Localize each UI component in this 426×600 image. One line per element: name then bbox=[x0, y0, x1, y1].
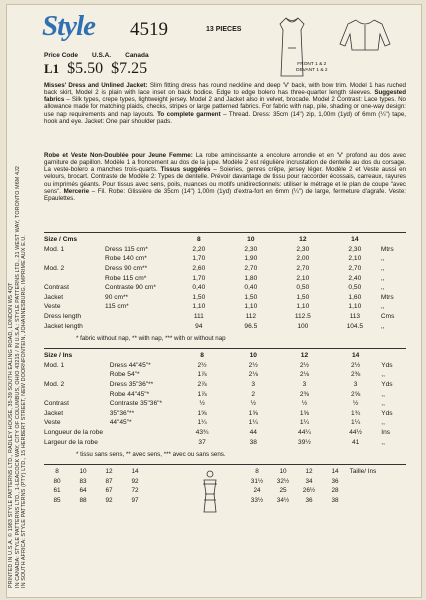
table-cell: Contraste 90 cm* bbox=[105, 284, 156, 292]
desc-fr-fabrics-text: – Soieries, genres crêpe, jersey léger. Modèle 2 et Veste aussi en velours, brocart. Contraste de Modèle 2: Types de dentelle. Prévoir davantage de tissu pour raccorder écossais, carreaux, rayures ou imprimés géants. Pour tissus avec sens, poils, nuances ou motifs unidirectionnels: utiliser le métrage et le plan de coupe "avec sens". bbox=[44, 166, 406, 195]
table-cell: 41 bbox=[351, 438, 360, 446]
metric-table-body bbox=[44, 235, 408, 331]
table-cell: 44¼ bbox=[298, 429, 311, 437]
price-code: L1 bbox=[44, 61, 60, 76]
table-row bbox=[44, 437, 408, 447]
table-cell: Contraste 35"36"* bbox=[109, 400, 163, 408]
measure-cell: 32½ bbox=[276, 477, 290, 485]
table-cell: ,, bbox=[380, 255, 385, 263]
desc-en-text: Slim fitting dress has round neckline and deep 'V' back, with bow trim. Model 1 has ruched back skirt, Model 2 is plain with lace inset on back bodice. Edge to edge bolero has three-quarter length sleeves. bbox=[44, 82, 406, 97]
price-code-label: Price Code bbox=[44, 52, 78, 59]
measure-metric-h3: 14 bbox=[131, 468, 139, 476]
table-cell: 2,70 bbox=[296, 265, 310, 273]
table-header-cell: 12 bbox=[300, 352, 309, 360]
metric-top-rule bbox=[44, 232, 406, 233]
table-cell: 43¾ bbox=[195, 429, 209, 437]
jacket-sketch bbox=[340, 20, 390, 50]
canada-label: Canada bbox=[125, 52, 149, 59]
table-cell: Jacket bbox=[44, 293, 64, 301]
table-cell: 115 cm* bbox=[105, 303, 129, 311]
table-cell: Mod. 2 bbox=[44, 265, 65, 273]
table-cell: 2,30 bbox=[244, 245, 258, 253]
table-header-cell: 12 bbox=[299, 236, 307, 244]
table-cell: Dress 44"45"* bbox=[109, 361, 151, 369]
table-header-cell bbox=[110, 351, 177, 361]
table-header-cell: Size / Cms bbox=[44, 236, 77, 244]
table-header-cell bbox=[381, 351, 408, 361]
measure-imperial-h4: Taille/ Ins bbox=[349, 468, 377, 476]
table-cell: 1,50 bbox=[192, 293, 206, 301]
table-cell: 1⅝ bbox=[248, 409, 258, 417]
imperial-yardage-table bbox=[44, 351, 408, 447]
table-cell: 1,50 bbox=[296, 293, 310, 301]
table-cell: Robe 54"* bbox=[109, 371, 140, 379]
table-cell bbox=[44, 254, 105, 264]
table-cell: 2,10 bbox=[348, 255, 362, 263]
table-header-cell: 8 bbox=[200, 352, 204, 360]
table-cell: Contrast bbox=[44, 400, 69, 408]
table-cell: 2½ bbox=[351, 361, 361, 369]
table-row bbox=[44, 321, 408, 331]
measure-cell: 24 bbox=[253, 487, 261, 495]
table-row bbox=[44, 273, 408, 283]
table-row bbox=[44, 418, 408, 428]
measure-cell: 25 bbox=[279, 487, 287, 495]
measure-cell: 26½ bbox=[302, 487, 316, 495]
table-cell: 1,10 bbox=[192, 303, 206, 311]
table-cell: 2⅜ bbox=[299, 390, 310, 398]
table-cell: 2,20 bbox=[192, 245, 206, 253]
front-label-block bbox=[296, 62, 328, 73]
table-cell: 1,90 bbox=[244, 255, 258, 263]
measure-imperial-row bbox=[244, 486, 426, 496]
table-cell: ,, bbox=[380, 303, 385, 311]
measure-cell: 36 bbox=[331, 477, 339, 485]
table-cell: 1¼ bbox=[351, 419, 361, 427]
table-cell: ,, bbox=[381, 390, 385, 398]
measure-imperial-row bbox=[244, 496, 426, 506]
table-cell: ½ bbox=[301, 400, 308, 408]
table-cell: 38 bbox=[249, 438, 257, 446]
measure-imperial-h0: 8 bbox=[255, 468, 259, 476]
table-cell: 2,40 bbox=[348, 274, 362, 282]
table-cell: ,, bbox=[380, 274, 385, 282]
table-cell: ½ bbox=[199, 400, 205, 408]
table-row bbox=[44, 245, 408, 255]
front-label: FRONT 1 & 2 bbox=[297, 62, 327, 67]
table-cell: Longueur de la robe bbox=[44, 429, 104, 437]
table-cell: ,, bbox=[381, 438, 385, 446]
table-cell: 1,80 bbox=[244, 274, 258, 282]
table-cell: 2,10 bbox=[296, 274, 310, 282]
measure-cell: 88 bbox=[79, 496, 87, 504]
table-cell: Jacket length bbox=[44, 322, 83, 330]
measure-cell: 97 bbox=[131, 496, 139, 504]
measure-cell: 34 bbox=[305, 477, 313, 485]
table-cell: Mtrs bbox=[380, 293, 394, 301]
desc-fr-lead: Robe et Veste Non-Doublée pour Jeune Femme: bbox=[44, 152, 193, 159]
measure-imperial-header bbox=[244, 467, 426, 477]
table-cell: ,, bbox=[381, 419, 385, 427]
measure-cell: 36 bbox=[305, 496, 313, 504]
measure-cell: 72 bbox=[131, 487, 139, 495]
table-cell: 104.5 bbox=[346, 322, 364, 330]
usa-label: U.S.A. bbox=[91, 52, 112, 59]
table-row bbox=[44, 293, 408, 303]
measure-cell: 92 bbox=[105, 496, 113, 504]
description-english bbox=[44, 82, 406, 125]
pieces-count: 13 PIECES bbox=[206, 26, 242, 33]
table-cell: 2⅜ bbox=[351, 371, 361, 379]
imperial-table-body bbox=[44, 351, 408, 447]
table-row bbox=[44, 409, 408, 419]
imperial-top-rule bbox=[44, 348, 406, 349]
table-cell: 113 bbox=[349, 313, 361, 321]
table-cell: 1,10 bbox=[348, 303, 362, 311]
table-row bbox=[44, 254, 408, 264]
table-header-cell: 10 bbox=[249, 352, 257, 360]
table-cell: 35"36"** bbox=[109, 409, 135, 417]
desc-fr-text: La robe amincissante a encolure arrondie et en 'V' profond au dos avec garniture de papillon. Modèle 1 a froncement au dos de la jupe. Modèle 2 est régulière incrustation de dentelle au dos du corsage. La veste-bolero a manches trois-quarts. bbox=[44, 152, 406, 174]
measure-imperial-h3: 14 bbox=[331, 468, 339, 476]
measure-cell: 83 bbox=[79, 477, 87, 485]
table-cell: 1⅝ bbox=[197, 409, 207, 417]
table-cell: ,, bbox=[380, 265, 385, 273]
table-cell bbox=[105, 321, 173, 331]
brand-logo: Style bbox=[42, 10, 95, 42]
table-cell bbox=[110, 437, 177, 447]
table-cell: 44"45"* bbox=[109, 419, 132, 427]
metric-note: * fabric without nap, ** with nap, *** with or without nap bbox=[76, 335, 226, 342]
body-figure-icon bbox=[200, 470, 220, 514]
measure-cell: 64 bbox=[79, 487, 87, 495]
table-header-cell: 8 bbox=[197, 236, 201, 244]
measure-cell: 61 bbox=[53, 487, 61, 495]
desc-fr-fabrics-lead: Tissus suggérés bbox=[160, 166, 211, 174]
table-cell: 1,60 bbox=[348, 293, 362, 301]
desc-en-complete-lead: To complete garment bbox=[157, 110, 221, 118]
measure-cell: 85 bbox=[53, 496, 61, 504]
table-cell: 37 bbox=[198, 438, 206, 446]
table-cell: 0,50 bbox=[296, 284, 310, 292]
table-cell: 39½ bbox=[298, 438, 311, 446]
table-cell: 44 bbox=[249, 429, 257, 437]
table-cell: 112.5 bbox=[294, 313, 311, 321]
table-row bbox=[44, 370, 408, 380]
measure-cell: 92 bbox=[131, 477, 139, 485]
measurement-top-rule bbox=[44, 464, 406, 465]
desc-en-complete-text: – Thread. Dress: 35cm (14") zip, 1,00m (1yd) of 6mm (¼") tape, hook and eye. Jacket: One pair shoulder pads. bbox=[44, 110, 406, 125]
table-cell: 2½ bbox=[197, 361, 207, 369]
table-cell: 0,50 bbox=[348, 284, 362, 292]
table-cell: 3 bbox=[302, 381, 307, 389]
table-cell: Mod. 1 bbox=[44, 361, 65, 369]
table-cell: 1,50 bbox=[244, 293, 258, 301]
table-cell: ½ bbox=[250, 400, 257, 408]
measure-cell: 31½ bbox=[250, 477, 264, 485]
measure-cell: 80 bbox=[53, 477, 61, 485]
table-cell: Robe 44"45"* bbox=[109, 390, 150, 398]
measure-cell: 38 bbox=[331, 496, 339, 504]
table-row bbox=[44, 380, 408, 390]
description-french bbox=[44, 152, 406, 202]
pattern-number: 4519 bbox=[130, 19, 168, 40]
desc-fr-merc-lead: Mercerie bbox=[63, 187, 90, 195]
table-row bbox=[44, 264, 408, 274]
table-row bbox=[44, 399, 408, 409]
body-measurements-imperial bbox=[244, 467, 426, 505]
measure-cell: 87 bbox=[105, 477, 113, 485]
table-row bbox=[44, 302, 408, 312]
table-cell bbox=[44, 273, 105, 283]
table-cell: 3 bbox=[353, 381, 358, 389]
table-cell: 1⅝ bbox=[299, 409, 310, 417]
desc-fr-merc-text: – Fil. Robe: Glissière de 35cm (14") 1,00m (1yd) d'extra-fort en 6mm (¼") de large, fermeture d'agrafe. Veste: Epaulettes. bbox=[44, 187, 406, 202]
measure-imperial-h1: 10 bbox=[279, 468, 287, 476]
table-header-cell: Size / Ins bbox=[44, 352, 73, 360]
table-header-row bbox=[44, 351, 408, 361]
price-canada: $7.25 bbox=[111, 60, 148, 77]
table-cell: Jacket bbox=[44, 409, 64, 417]
table-cell: 2,00 bbox=[296, 255, 310, 263]
table-cell: Ins bbox=[381, 429, 391, 437]
publisher-sidebar bbox=[8, 8, 30, 588]
table-cell: Robe 140 cm* bbox=[105, 255, 147, 263]
sidebar-line-1: PRINTED IN U.S.A. © 1983 STYLE PATTERNS LTD., RADLEY HOUSE, 35-39 SOUTH EALING ROAD, LONDON W5 4QT bbox=[8, 282, 14, 588]
measure-metric-h0: 8 bbox=[55, 468, 59, 476]
table-header-cell: 14 bbox=[351, 352, 360, 360]
table-cell: Veste bbox=[44, 303, 61, 311]
table-cell: ½ bbox=[352, 400, 359, 408]
table-cell: Mod. 2 bbox=[44, 381, 65, 389]
table-row bbox=[44, 312, 408, 322]
measure-cell: 67 bbox=[105, 487, 113, 495]
table-cell: 2⅝ bbox=[351, 390, 361, 398]
devant-label: DEVANT 1 & 2 bbox=[296, 67, 328, 73]
sidebar-line-3: IN SOUTH AFRICA: STYLE PATTERNS (PTY) LTD., 15 HERBERT STREET, NEW DOORNFONTEIN, JOHANNESBURG. IMPRIME AUX E.U. bbox=[21, 235, 28, 588]
table-cell: 1¾ bbox=[351, 409, 361, 417]
table-row bbox=[44, 428, 408, 438]
table-cell: Yds bbox=[381, 409, 393, 417]
table-cell: Veste bbox=[44, 419, 61, 427]
table-cell bbox=[110, 428, 177, 438]
table-cell: Dress 115 cm* bbox=[105, 245, 148, 253]
measure-cell: 33½ bbox=[250, 496, 264, 504]
table-cell: 111 bbox=[193, 313, 204, 321]
table-cell: 2,70 bbox=[244, 265, 258, 273]
table-cell: 0,40 bbox=[192, 284, 206, 292]
table-cell: 90 cm** bbox=[105, 293, 129, 301]
price-usa: $5.50 bbox=[67, 60, 104, 77]
table-cell: Contrast bbox=[44, 284, 69, 292]
table-cell: 1⅞ bbox=[197, 371, 207, 379]
table-cell: 94 bbox=[195, 322, 203, 330]
measure-imperial-row bbox=[244, 477, 426, 487]
table-cell: 1,70 bbox=[192, 274, 206, 282]
table-cell: 1,10 bbox=[244, 303, 258, 311]
desc-en-fabrics-text: – Silk types, crepe types, lightweight jersey. Model 2 and Jacket also in velvet, brocade. Model 2 Contrast: Lace types. No allowance made for matching plaids, checks, stripes or large patterned fabrics. For fabric with nap, pile, shading or one-way design: use nap requirements and nap layouts. bbox=[44, 96, 406, 118]
table-header-cell bbox=[381, 235, 408, 245]
desc-en-fabrics-lead: Suggested fabrics bbox=[44, 89, 406, 104]
price-block bbox=[44, 52, 204, 78]
measure-cell: 28 bbox=[331, 487, 339, 495]
table-cell: 100 bbox=[297, 322, 309, 330]
table-cell: ,, bbox=[381, 400, 385, 408]
table-cell: 2,60 bbox=[192, 265, 206, 273]
table-cell: 1⅞ bbox=[197, 390, 207, 398]
table-cell bbox=[105, 312, 173, 322]
table-cell: Cms bbox=[380, 313, 395, 321]
table-header-cell: 14 bbox=[351, 236, 359, 244]
table-header-row bbox=[44, 235, 408, 245]
measure-imperial-h2: 12 bbox=[305, 468, 313, 476]
table-cell: 2,30 bbox=[296, 245, 310, 253]
table-cell: 1,10 bbox=[296, 303, 310, 311]
table-cell: 2,70 bbox=[348, 265, 362, 273]
price-labels bbox=[44, 52, 204, 59]
table-cell: 2 bbox=[251, 390, 256, 398]
main-content bbox=[30, 10, 414, 458]
table-cell: 2½ bbox=[299, 361, 310, 369]
table-cell: Dress length bbox=[44, 313, 82, 321]
table-cell: ,, bbox=[380, 322, 385, 330]
table-cell: 2⅛ bbox=[299, 371, 310, 379]
metric-yardage-table bbox=[44, 235, 408, 331]
table-header-cell bbox=[105, 235, 173, 245]
table-cell: 3 bbox=[251, 381, 256, 389]
table-cell: ,, bbox=[380, 284, 385, 292]
table-cell: Mod. 1 bbox=[44, 245, 65, 253]
table-row bbox=[44, 361, 408, 371]
table-cell: 44½ bbox=[349, 429, 363, 437]
table-cell: Robe 115 cm* bbox=[105, 274, 147, 282]
table-cell: 96.5 bbox=[244, 322, 258, 330]
table-cell: 2⅞ bbox=[197, 381, 207, 389]
desc-en-lead: Misses' Dress and Unlined Jacket: bbox=[44, 82, 148, 89]
table-cell: ,, bbox=[381, 371, 385, 379]
table-cell: 2⅛ bbox=[248, 371, 258, 379]
table-row bbox=[44, 283, 408, 293]
table-cell: Largeur de la robe bbox=[44, 438, 98, 446]
table-cell: 1¼ bbox=[299, 419, 310, 427]
measure-cell: 34½ bbox=[276, 496, 290, 504]
imperial-note: * tissu sans sens, ** avec sens, *** avec ou sans sens. bbox=[76, 451, 226, 458]
table-cell: Mtrs bbox=[380, 245, 394, 253]
price-values bbox=[44, 60, 204, 78]
table-cell: Dress 90 cm** bbox=[105, 265, 148, 273]
table-cell: Dress 35"36"** bbox=[109, 381, 154, 389]
table-cell: 1¼ bbox=[197, 419, 207, 427]
measure-metric-h1: 10 bbox=[79, 468, 87, 476]
table-cell: 0,40 bbox=[244, 284, 258, 292]
table-cell bbox=[44, 370, 110, 380]
table-row bbox=[44, 389, 408, 399]
sidebar-text bbox=[8, 8, 30, 588]
sidebar-line-2: IN CANADA: STYLE PATTERNS LTD., 1-LEACOCK WAY, CITY OF COLUMBUS, OHIO 43215 / IN U.S.A.: STYLE PATTERNS LTD., 21 WEST WAY, TORONTO M6M 4J2 bbox=[14, 166, 21, 588]
table-cell: 1,70 bbox=[192, 255, 206, 263]
table-cell: 112 bbox=[245, 313, 257, 321]
table-cell: 1¼ bbox=[248, 419, 258, 427]
table-header-cell: 10 bbox=[247, 236, 255, 244]
table-cell: Yds bbox=[381, 381, 393, 389]
table-cell bbox=[44, 389, 110, 399]
measure-metric-h2: 12 bbox=[105, 468, 113, 476]
table-cell: 2½ bbox=[248, 361, 258, 369]
table-cell: 2,30 bbox=[348, 245, 362, 253]
table-cell: Yds bbox=[381, 361, 393, 369]
